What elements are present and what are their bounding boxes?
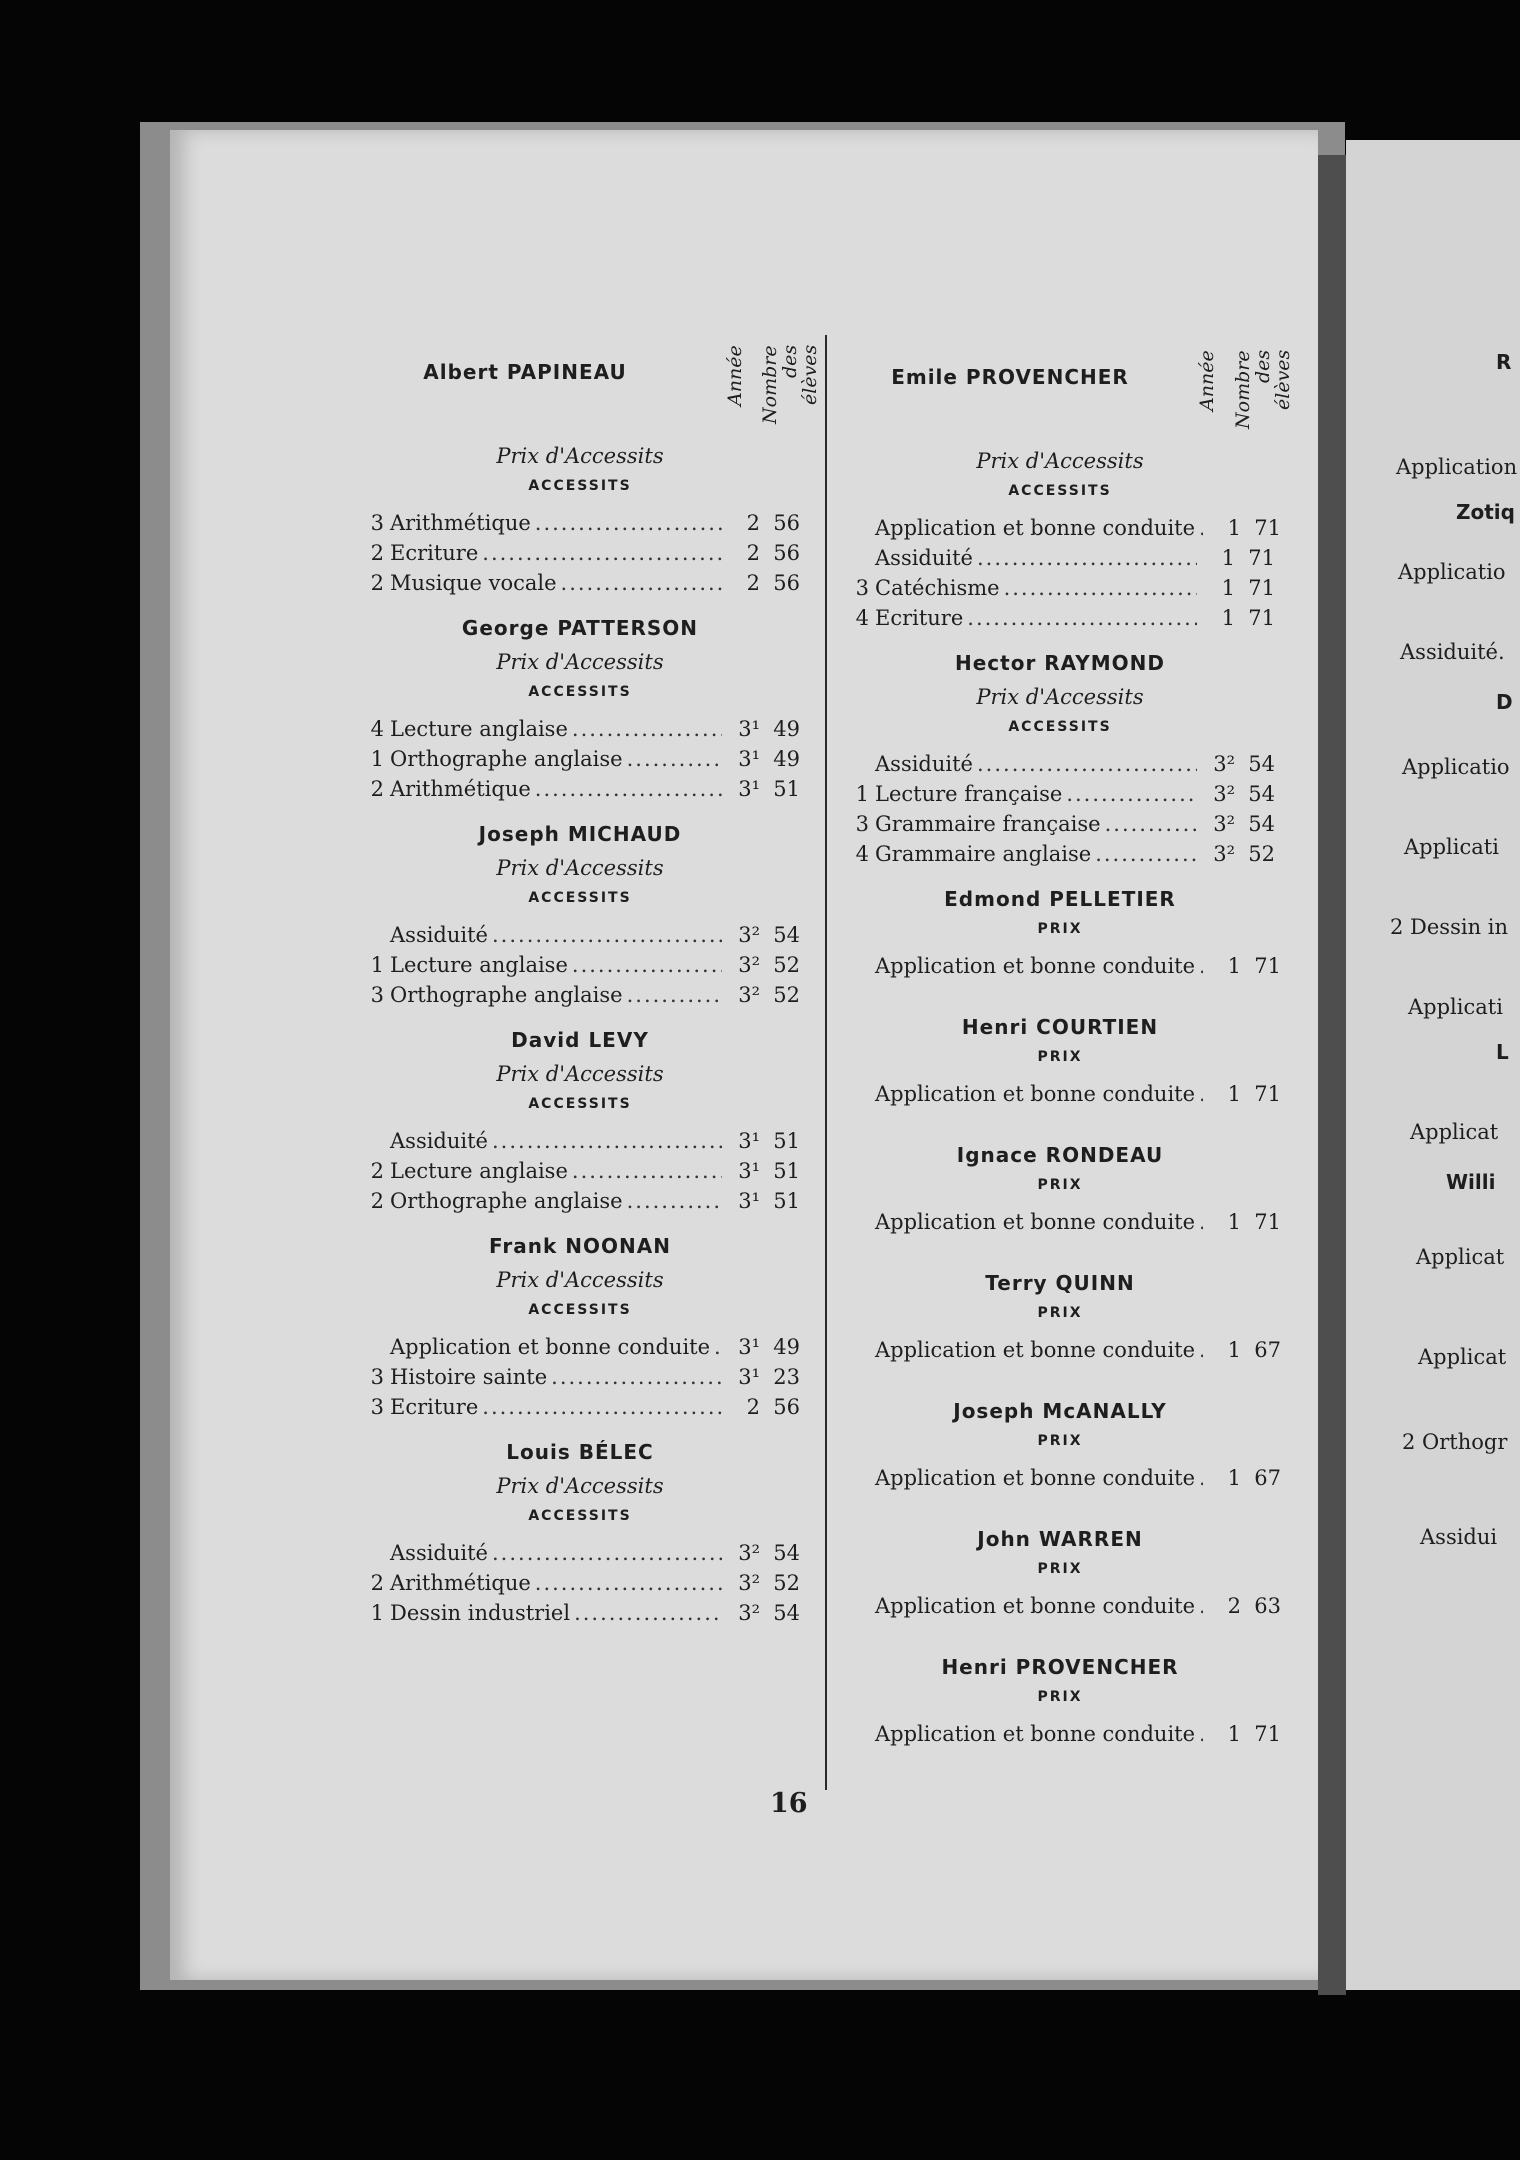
- entry-annee: 3¹: [738, 1189, 760, 1213]
- prize-title: Prix d'Accessits: [496, 856, 664, 880]
- prize-title: Prix d'Accessits: [496, 444, 664, 468]
- dot-leader: [710, 1332, 722, 1362]
- entry-subject: Orthographe anglaise: [390, 983, 623, 1007]
- entry-annee: 3²: [738, 1541, 760, 1565]
- dot-leader: [1195, 1335, 1203, 1365]
- student-name: Louis BÉLEC: [506, 1440, 654, 1464]
- entry-nombre: 51: [773, 1159, 800, 1183]
- entry-row: [845, 839, 1275, 869]
- section-label: ACCESSITS: [528, 1096, 632, 1112]
- entry-subject: Lecture anglaise: [390, 953, 568, 977]
- dot-leader: [1195, 1207, 1203, 1237]
- entry-row: [360, 1392, 800, 1422]
- entry-subject: Histoire sainte: [390, 1365, 548, 1389]
- entry-rank: 4: [855, 842, 869, 866]
- entry-nombre: 52: [773, 983, 800, 1007]
- student-name: David LEVY: [511, 1028, 649, 1052]
- entry-annee: 3²: [738, 953, 760, 977]
- entry-subject: Application et bonne conduite: [875, 1338, 1196, 1362]
- right-column: [845, 350, 1294, 1783]
- entry-rank: 4: [855, 606, 869, 630]
- entry-annee: 3²: [738, 1571, 760, 1595]
- entry-row: [845, 543, 1275, 573]
- student-name: Frank NOONAN: [489, 1234, 671, 1258]
- entry-nombre: 51: [773, 1189, 800, 1213]
- dot-leader: [1101, 809, 1197, 839]
- section-label: PRIX: [1037, 1305, 1083, 1321]
- prize-title: Prix d'Accessits: [496, 1062, 664, 1086]
- entry-annee: 1: [1227, 1210, 1242, 1234]
- entry-nombre: 49: [773, 1335, 800, 1359]
- next-page-text: Assidui: [1420, 1525, 1498, 1549]
- section-label: PRIX: [1037, 1561, 1083, 1577]
- entry-rank: 2: [370, 541, 384, 565]
- entry-annee: 2: [1227, 1594, 1242, 1618]
- entry-rank: 2: [370, 777, 384, 801]
- entry-annee: 1: [1227, 516, 1242, 540]
- entry-nombre: 71: [1254, 954, 1282, 978]
- entry-row: [845, 1463, 1282, 1493]
- entry-nombre: 54: [1248, 782, 1275, 806]
- entry-subject: Assiduité: [390, 1541, 488, 1565]
- entry-nombre: 23: [773, 1365, 800, 1389]
- entry-row: [360, 744, 800, 774]
- entry-nombre: 51: [773, 777, 800, 801]
- annee-header: Année: [724, 345, 746, 406]
- entry-subject: Dessin industriel: [390, 1601, 571, 1625]
- section-label: ACCESSITS: [528, 684, 632, 700]
- column-header: [845, 350, 1294, 445]
- next-page-text: Applicatio: [1402, 755, 1510, 779]
- entry-annee: 1: [1227, 954, 1242, 978]
- next-page-text: 2 Dessin in: [1390, 915, 1509, 939]
- entry-row: [360, 980, 800, 1010]
- entry-nombre: 49: [773, 747, 800, 771]
- entry-rank: 1: [370, 747, 384, 771]
- entry-subject: Application et bonne conduite: [875, 516, 1196, 540]
- student-block: [360, 822, 800, 1010]
- entry-annee: 3¹: [738, 747, 760, 771]
- dot-leader: [623, 980, 722, 1010]
- left-column: [360, 345, 821, 1646]
- entry-rank: 1: [855, 782, 869, 806]
- dot-leader: [531, 1568, 722, 1598]
- entry-row: [845, 749, 1275, 779]
- entry-subject: Grammaire française: [875, 812, 1101, 836]
- entry-nombre: 52: [773, 953, 800, 977]
- entry-subject: Application et bonne conduite: [875, 1466, 1196, 1490]
- dot-leader: [531, 508, 722, 538]
- section-label: ACCESSITS: [528, 1302, 632, 1318]
- entry-annee: 2: [746, 511, 760, 535]
- dot-leader: [1091, 839, 1197, 869]
- entry-row: [845, 1207, 1282, 1237]
- entry-row: [360, 1126, 800, 1156]
- entry-nombre: 54: [773, 1601, 800, 1625]
- dot-leader: [1195, 513, 1203, 543]
- entry-nombre: 63: [1254, 1594, 1282, 1618]
- entry-row: [360, 1568, 800, 1598]
- entry-rank: 3: [370, 1365, 384, 1389]
- entry-annee: 2: [746, 1395, 760, 1419]
- entry-nombre: 52: [1248, 842, 1275, 866]
- entry-nombre: 71: [1254, 1722, 1282, 1746]
- entry-annee: 3²: [738, 1601, 760, 1625]
- dot-leader: [1062, 779, 1197, 809]
- entry-nombre: 56: [773, 1395, 800, 1419]
- student-block: [845, 1015, 1282, 1109]
- prize-title: Prix d'Accessits: [496, 1474, 664, 1498]
- prize-title: Prix d'Accessits: [496, 650, 664, 674]
- entry-annee: 1: [1227, 1466, 1242, 1490]
- prize-title: Prix d'Accessits: [496, 1268, 664, 1292]
- annee-header: Année: [1196, 350, 1218, 411]
- entry-nombre: 54: [773, 1541, 800, 1565]
- section-label: ACCESSITS: [528, 478, 632, 494]
- prize-title: Prix d'Accessits: [976, 685, 1144, 709]
- prize-title: Prix d'Accessits: [976, 449, 1144, 473]
- section-label: ACCESSITS: [1008, 719, 1112, 735]
- dot-leader: [623, 1186, 722, 1216]
- dot-leader: [488, 920, 722, 950]
- entry-subject: Catéchisme: [875, 576, 1000, 600]
- entry-annee: 3¹: [738, 777, 760, 801]
- entry-subject: Lecture anglaise: [390, 1159, 568, 1183]
- entry-subject: Assiduité: [875, 752, 973, 776]
- next-page-text: Zotiq: [1456, 500, 1515, 524]
- entry-subject: Arithmétique: [390, 1571, 531, 1595]
- entry-row: [360, 714, 800, 744]
- entry-subject: Application et bonne conduite: [875, 1210, 1196, 1234]
- dot-leader: [1195, 1463, 1203, 1493]
- entry-subject: Ecriture: [390, 541, 479, 565]
- entry-row: [360, 1332, 800, 1362]
- entry-annee: 3²: [1213, 842, 1235, 866]
- student-name: Henri COURTIEN: [961, 1015, 1159, 1039]
- student-name: Edmond PELLETIER: [944, 887, 1176, 911]
- entry-nombre: 67: [1254, 1338, 1282, 1362]
- nombre-header: Nombre des élèves: [1232, 350, 1294, 429]
- entry-row: [845, 1079, 1282, 1109]
- entry-nombre: 71: [1248, 546, 1275, 570]
- entry-row: [845, 951, 1282, 981]
- entry-rank: 3: [855, 812, 869, 836]
- entry-nombre: 56: [773, 571, 800, 595]
- entry-annee: 1: [1221, 546, 1235, 570]
- dot-leader: [478, 1392, 722, 1422]
- student-name: Joseph MICHAUD: [478, 822, 682, 846]
- dot-leader: [1000, 573, 1197, 603]
- entry-row: [360, 1156, 800, 1186]
- entry-nombre: 54: [773, 923, 800, 947]
- dot-leader: [488, 1126, 722, 1156]
- entry-subject: Application et bonne conduite: [875, 1722, 1196, 1746]
- entry-nombre: 51: [773, 1129, 800, 1153]
- entry-rank: 4: [370, 717, 384, 741]
- student-block: [845, 651, 1275, 869]
- entry-row: [845, 779, 1275, 809]
- entry-row: [845, 1591, 1282, 1621]
- entry-row: [360, 538, 800, 568]
- entry-rank: 1: [370, 1601, 384, 1625]
- entry-annee: 3²: [1213, 782, 1235, 806]
- entry-nombre: 54: [1248, 752, 1275, 776]
- entry-nombre: 52: [773, 1571, 800, 1595]
- entry-row: [360, 508, 800, 538]
- entry-annee: 2: [746, 541, 760, 565]
- dot-leader: [973, 749, 1197, 779]
- entry-subject: Ecriture: [875, 606, 964, 630]
- next-page-text: Willi: [1446, 1170, 1496, 1194]
- next-page-text: Applicati: [1404, 835, 1499, 859]
- dot-leader: [570, 1598, 722, 1628]
- entry-subject: Orthographe anglaise: [390, 747, 623, 771]
- dot-leader: [623, 744, 722, 774]
- entry-annee: 3¹: [738, 717, 760, 741]
- entry-annee: 1: [1221, 576, 1235, 600]
- entry-nombre: 71: [1248, 606, 1275, 630]
- student-block: [360, 1234, 800, 1422]
- next-page-text: Applicat: [1410, 1120, 1499, 1144]
- dot-leader: [557, 568, 722, 598]
- entry-nombre: 54: [1248, 812, 1275, 836]
- dot-leader: [568, 714, 722, 744]
- entry-subject: Musique vocale: [390, 571, 557, 595]
- next-page-text: Assiduité.: [1400, 640, 1505, 664]
- dot-leader: [963, 603, 1197, 633]
- entry-rank: 3: [855, 576, 869, 600]
- entry-subject: Application et bonne conduite: [875, 954, 1196, 978]
- next-page-text: R: [1496, 350, 1512, 374]
- entry-row: [360, 1362, 800, 1392]
- entry-subject: Arithmétique: [390, 511, 531, 535]
- next-page-text: Applicatio: [1398, 560, 1506, 584]
- dot-leader: [1195, 1079, 1203, 1109]
- entry-row: [845, 513, 1282, 543]
- page-number: 16: [770, 1788, 808, 1819]
- student-block: [360, 1028, 800, 1216]
- dot-leader: [973, 543, 1197, 573]
- entry-row: [360, 1538, 800, 1568]
- student-block: [360, 345, 821, 598]
- section-label: ACCESSITS: [1008, 483, 1112, 499]
- entry-nombre: 71: [1254, 1082, 1282, 1106]
- entry-subject: Application et bonne conduite: [875, 1594, 1196, 1618]
- entry-row: [360, 774, 800, 804]
- entry-rank: 1: [370, 953, 384, 977]
- next-page-text: Applicat: [1416, 1245, 1505, 1269]
- entry-nombre: 71: [1254, 516, 1282, 540]
- student-name: Ignace RONDEAU: [956, 1143, 1164, 1167]
- entry-annee: 3²: [1213, 752, 1235, 776]
- entry-nombre: 71: [1254, 1210, 1282, 1234]
- student-block: [360, 616, 800, 804]
- student-name: Henri PROVENCHER: [941, 1655, 1179, 1679]
- entry-annee: 3¹: [738, 1159, 760, 1183]
- entry-annee: 3²: [738, 983, 760, 1007]
- entry-rank: 2: [370, 1189, 384, 1213]
- entry-rank: 3: [370, 511, 384, 535]
- entry-subject: Assiduité: [390, 923, 488, 947]
- entry-row: [360, 950, 800, 980]
- section-label: ACCESSITS: [528, 890, 632, 906]
- dot-leader: [1195, 1591, 1203, 1621]
- entry-annee: 2: [746, 571, 760, 595]
- student-block: [845, 1271, 1282, 1365]
- entry-nombre: 56: [773, 541, 800, 565]
- entry-nombre: 71: [1248, 576, 1275, 600]
- entry-rank: 2: [370, 1159, 384, 1183]
- dot-leader: [1195, 1719, 1203, 1749]
- entry-annee: 1: [1227, 1082, 1242, 1106]
- entry-rank: 2: [370, 1571, 384, 1595]
- nombre-header: Nombre des élèves: [759, 345, 821, 424]
- student-block: [845, 1655, 1282, 1749]
- next-page-fragment: [1346, 140, 1520, 1990]
- next-page-text: L: [1496, 1040, 1509, 1064]
- student-block: [360, 1440, 800, 1628]
- entry-nombre: 49: [773, 717, 800, 741]
- next-page-text: 2 Orthogr: [1402, 1430, 1508, 1454]
- entry-subject: Ecriture: [390, 1395, 479, 1419]
- dot-leader: [488, 1538, 722, 1568]
- student-block: [845, 887, 1282, 981]
- entry-row: [845, 809, 1275, 839]
- dot-leader: [568, 950, 722, 980]
- column-divider: [825, 335, 827, 1790]
- book-gutter: [1318, 155, 1346, 1995]
- student-name: Albert PAPINEAU: [423, 360, 627, 384]
- entry-annee: 1: [1227, 1722, 1242, 1746]
- entry-annee: 3¹: [738, 1335, 760, 1359]
- entry-row: [845, 1335, 1282, 1365]
- entry-row: [845, 573, 1275, 603]
- next-page-text: Application: [1396, 455, 1518, 479]
- entry-nombre: 56: [773, 511, 800, 535]
- student-name: Hector RAYMOND: [955, 651, 1165, 675]
- entry-nombre: 67: [1254, 1466, 1282, 1490]
- next-page-text: Applicati: [1408, 995, 1503, 1019]
- entry-rank: 2: [370, 571, 384, 595]
- entry-subject: Orthographe anglaise: [390, 1189, 623, 1213]
- dot-leader: [568, 1156, 722, 1186]
- entry-annee: 3¹: [738, 1365, 760, 1389]
- student-name: George PATTERSON: [461, 616, 699, 640]
- section-label: PRIX: [1037, 1049, 1083, 1065]
- entry-row: [360, 568, 800, 598]
- entry-annee: 1: [1221, 606, 1235, 630]
- entry-annee: 1: [1227, 1338, 1242, 1362]
- student-name: John WARREN: [977, 1527, 1143, 1551]
- entry-annee: 3²: [738, 923, 760, 947]
- dot-leader: [547, 1362, 722, 1392]
- student-name: Emile PROVENCHER: [891, 365, 1129, 389]
- entry-row: [360, 1598, 800, 1628]
- dot-leader: [531, 774, 722, 804]
- dot-leader: [1195, 951, 1203, 981]
- section-label: PRIX: [1037, 1177, 1083, 1193]
- entry-subject: Application et bonne conduite: [390, 1335, 711, 1359]
- entry-annee: 3²: [1213, 812, 1235, 836]
- entry-annee: 3¹: [738, 1129, 760, 1153]
- entry-subject: Arithmétique: [390, 777, 531, 801]
- entry-subject: Assiduité: [390, 1129, 488, 1153]
- student-block: [845, 1527, 1282, 1621]
- student-name: Terry QUINN: [985, 1271, 1135, 1295]
- section-label: PRIX: [1037, 1433, 1083, 1449]
- student-block: [845, 1399, 1282, 1493]
- student-block: [845, 350, 1294, 633]
- student-block: [845, 1143, 1282, 1237]
- section-label: ACCESSITS: [528, 1508, 632, 1524]
- section-label: PRIX: [1037, 1689, 1083, 1705]
- next-page-text: D: [1496, 690, 1513, 714]
- entry-subject: Assiduité: [875, 546, 973, 570]
- entry-subject: Lecture anglaise: [390, 717, 568, 741]
- entry-rank: 3: [370, 1395, 384, 1419]
- entry-subject: Grammaire anglaise: [875, 842, 1092, 866]
- entry-row: [360, 1186, 800, 1216]
- entry-row: [845, 1719, 1282, 1749]
- dot-leader: [478, 538, 722, 568]
- column-header: [360, 345, 821, 440]
- student-name: Joseph McANALLY: [953, 1399, 1167, 1423]
- section-label: PRIX: [1037, 921, 1083, 937]
- entry-row: [845, 603, 1275, 633]
- entry-subject: Lecture française: [875, 782, 1063, 806]
- next-page-text: Applicat: [1418, 1345, 1507, 1369]
- entry-subject: Application et bonne conduite: [875, 1082, 1196, 1106]
- entry-rank: 3: [370, 983, 384, 1007]
- entry-row: [360, 920, 800, 950]
